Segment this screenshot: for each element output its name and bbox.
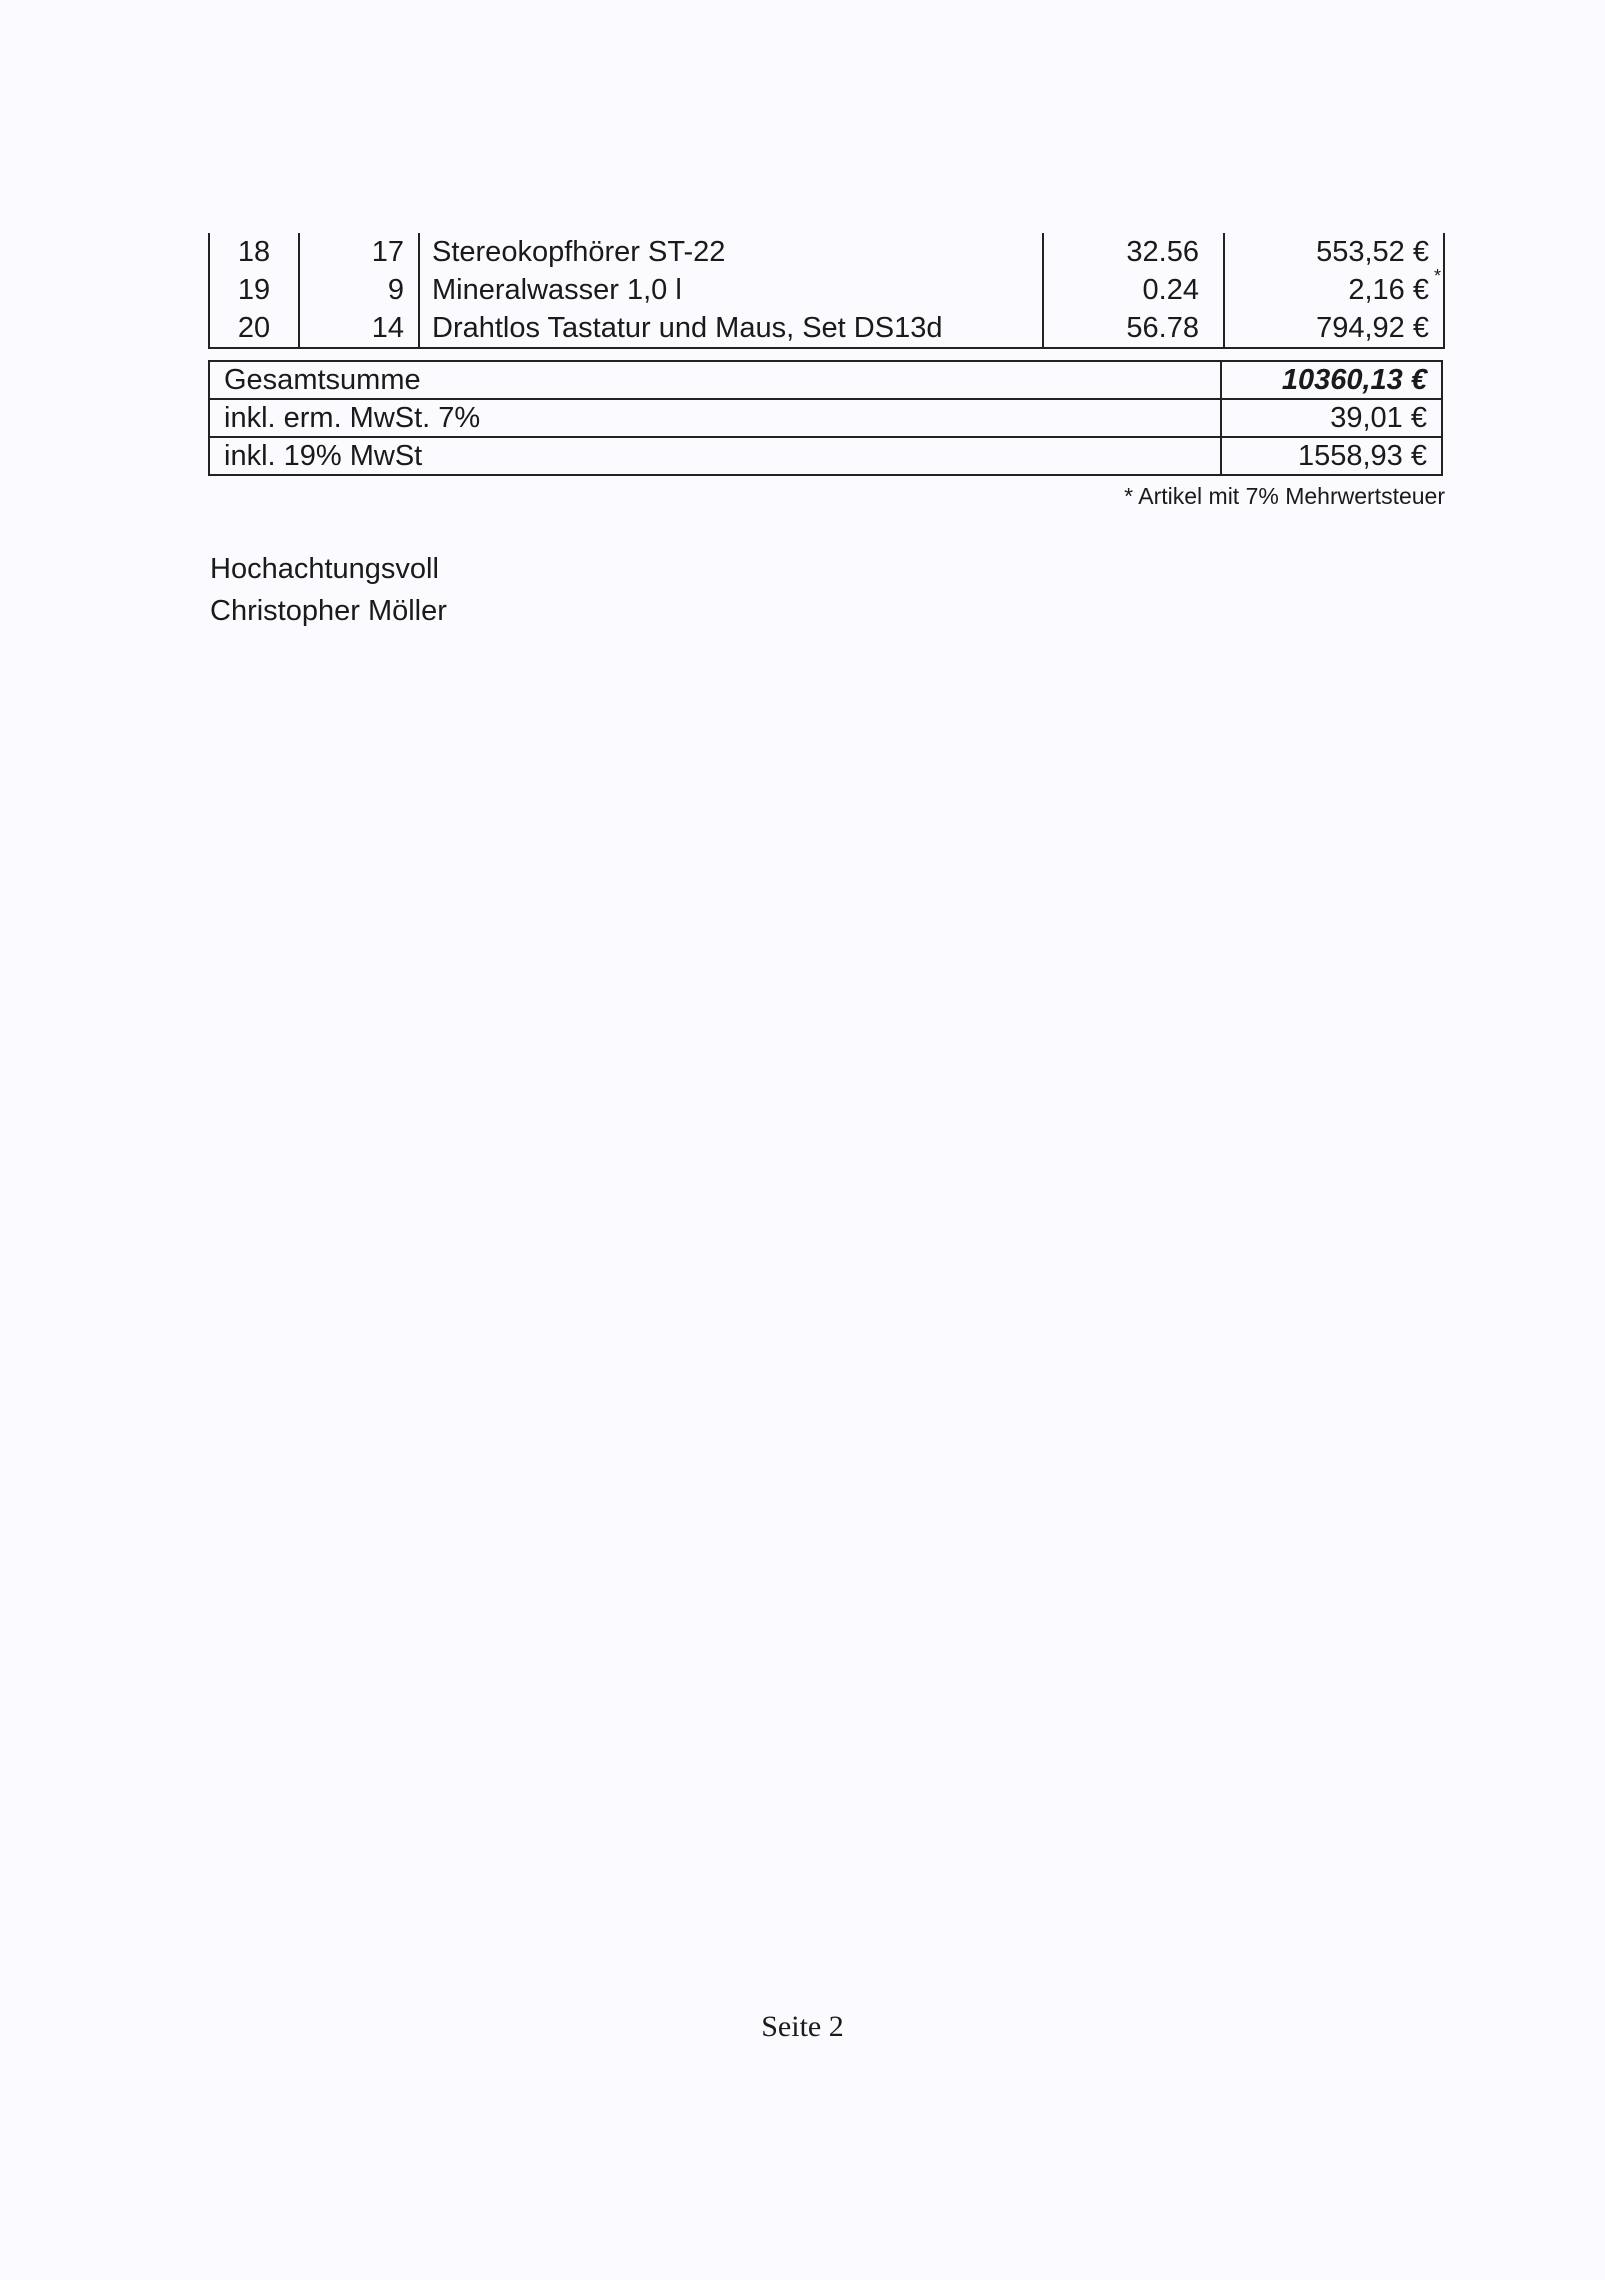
- page-number: Seite 2: [761, 2010, 844, 2043]
- grand-total-label: Gesamtsumme: [209, 361, 1221, 399]
- vat7-row: [209, 399, 1442, 437]
- line-total-value: 553,52 €: [1316, 236, 1429, 268]
- vat19-label: inkl. 19% MwSt: [209, 437, 1221, 475]
- line-total-cell: [1224, 233, 1444, 271]
- line-total-value: 2,16 €: [1348, 274, 1429, 306]
- line-total-cell: [1224, 309, 1444, 348]
- quantity-cell: 17: [299, 233, 419, 271]
- description-cell: Drahtlos Tastatur und Maus, Set DS13d: [419, 309, 1043, 348]
- grand-total-value: 10360,13 €: [1221, 361, 1442, 399]
- reduced-vat-mark: *: [1433, 266, 1441, 286]
- grand-total-row: [209, 361, 1442, 399]
- table-row: [209, 233, 1444, 271]
- position-cell: 20: [209, 309, 299, 348]
- vat-footnote: * Artikel mit 7% Mehrwertsteuer: [1124, 483, 1445, 509]
- quantity-cell: 14: [299, 309, 419, 348]
- unit-price-cell: 32.56: [1043, 233, 1224, 271]
- totals-table: [208, 360, 1443, 476]
- signature-name: Christopher Möller: [210, 595, 447, 627]
- position-cell: 18: [209, 233, 299, 271]
- table-row: [209, 309, 1444, 348]
- vat19-row: [209, 437, 1442, 475]
- line-total-value: 794,92 €: [1316, 312, 1429, 344]
- line-total-cell: [1224, 266, 1444, 309]
- description-cell: Stereokopfhörer ST-22: [419, 233, 1043, 271]
- unit-price-cell: 0.24: [1043, 271, 1224, 309]
- position-cell: 19: [209, 271, 299, 309]
- closing-block: [210, 548, 447, 632]
- vat7-label: inkl. erm. MwSt. 7%: [209, 399, 1221, 437]
- description-cell: Mineralwasser 1,0 l: [419, 271, 1043, 309]
- vat19-value: 1558,93 €: [1221, 437, 1442, 475]
- line-items-table: [208, 233, 1445, 349]
- table-row: [209, 271, 1444, 309]
- unit-price-cell: 56.78: [1043, 309, 1224, 348]
- vat7-value: 39,01 €: [1221, 399, 1442, 437]
- quantity-cell: 9: [299, 271, 419, 309]
- salutation: Hochachtungsvoll: [210, 553, 439, 585]
